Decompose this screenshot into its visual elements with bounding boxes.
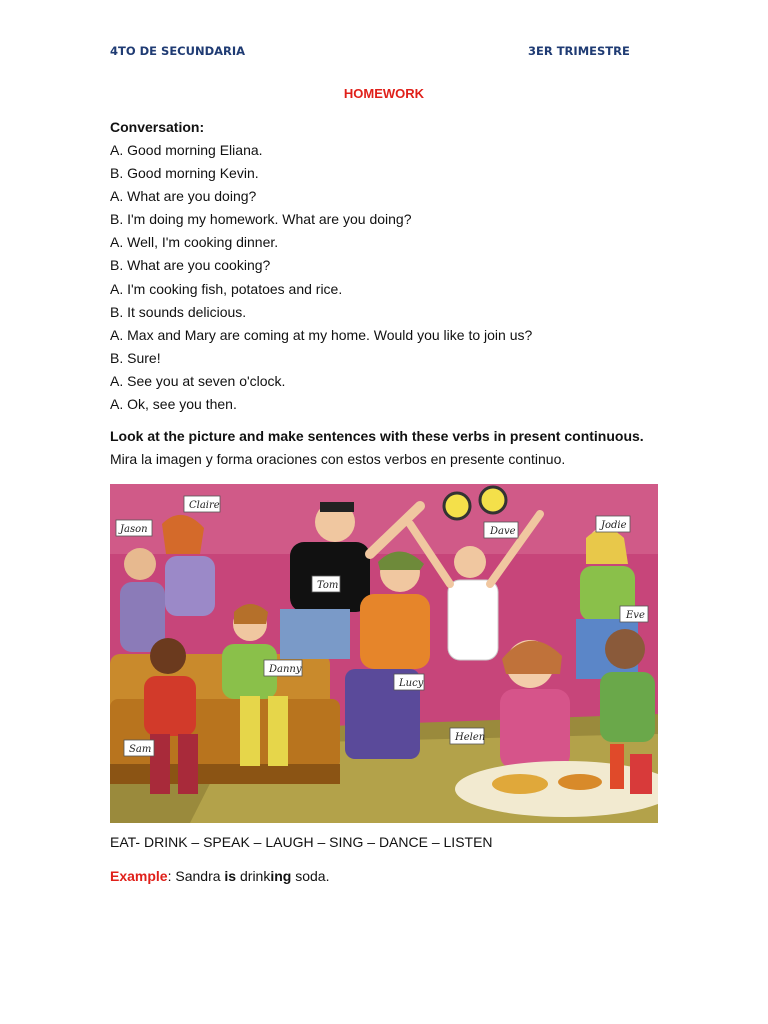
header-grade: 4TO DE SECUNDARIA [110, 44, 246, 58]
name-tag-dave: Dave [490, 526, 516, 537]
example-colon: : [167, 868, 172, 884]
name-tag-claire: Claire [189, 500, 220, 511]
verb-list: EAT- DRINK – SPEAK – LAUGH – SING – DANCE – LISTEN [110, 834, 493, 850]
instruction-english: Look at the picture and make sentences with these verbs in present continuous. [110, 428, 644, 444]
party-illustration [110, 484, 658, 823]
conversation-line: A. See you at seven o'clock. [110, 372, 286, 389]
example-ing: ing [270, 868, 292, 884]
conversation-line: A. Max and Mary are coming at my home. Would you like to join us? [110, 326, 533, 343]
name-tag-sam: Sam [129, 744, 152, 755]
conversation-line: B. I'm doing my homework. What are you doing? [110, 211, 412, 228]
name-tag-lucy: Lucy [399, 678, 424, 689]
conversation-line: B. What are you cooking? [110, 257, 271, 274]
example-part3: soda. [291, 868, 330, 884]
example-part2: drink [236, 868, 271, 884]
instruction-spanish: Mira la imagen y forma oraciones con estos verbos en presente continuo. [110, 451, 566, 467]
name-tag-jodie: Jodie [601, 520, 627, 531]
example-label: Example [110, 868, 168, 884]
conversation-label: Conversation: [110, 119, 205, 135]
conversation-lines [110, 142, 532, 419]
conversation-line: A. Ok, see you then. [110, 396, 237, 413]
conversation-line: A. Good morning Eliana. [110, 142, 263, 158]
conversation-line: B. It sounds delicious. [110, 303, 247, 320]
conversation-line: A. Well, I'm cooking dinner. [110, 234, 279, 251]
example-part1: Sandra [171, 868, 225, 884]
name-tag-tom: Tom [317, 580, 339, 591]
conversation-line: A. What are you doing? [110, 188, 257, 205]
conversation-line: A. I'm cooking fish, potatoes and rice. [110, 280, 343, 297]
name-tag-eve: Eve [626, 610, 645, 621]
page-title [0, 86, 768, 101]
name-tag-jason: Jason [120, 524, 148, 535]
conversation-line: B. Sure! [110, 349, 161, 366]
conversation-line: B. Good morning Kevin. [110, 165, 259, 182]
name-tag-helen: Helen [455, 732, 486, 743]
example-sentence [110, 868, 329, 884]
name-tag-danny: Danny [269, 664, 302, 675]
header-term: 3ER TRIMESTRE [528, 44, 630, 58]
page-title-text: HOMEWORK [343, 86, 425, 101]
party-illustration-drawing [110, 484, 658, 823]
example-is: is [224, 868, 237, 884]
